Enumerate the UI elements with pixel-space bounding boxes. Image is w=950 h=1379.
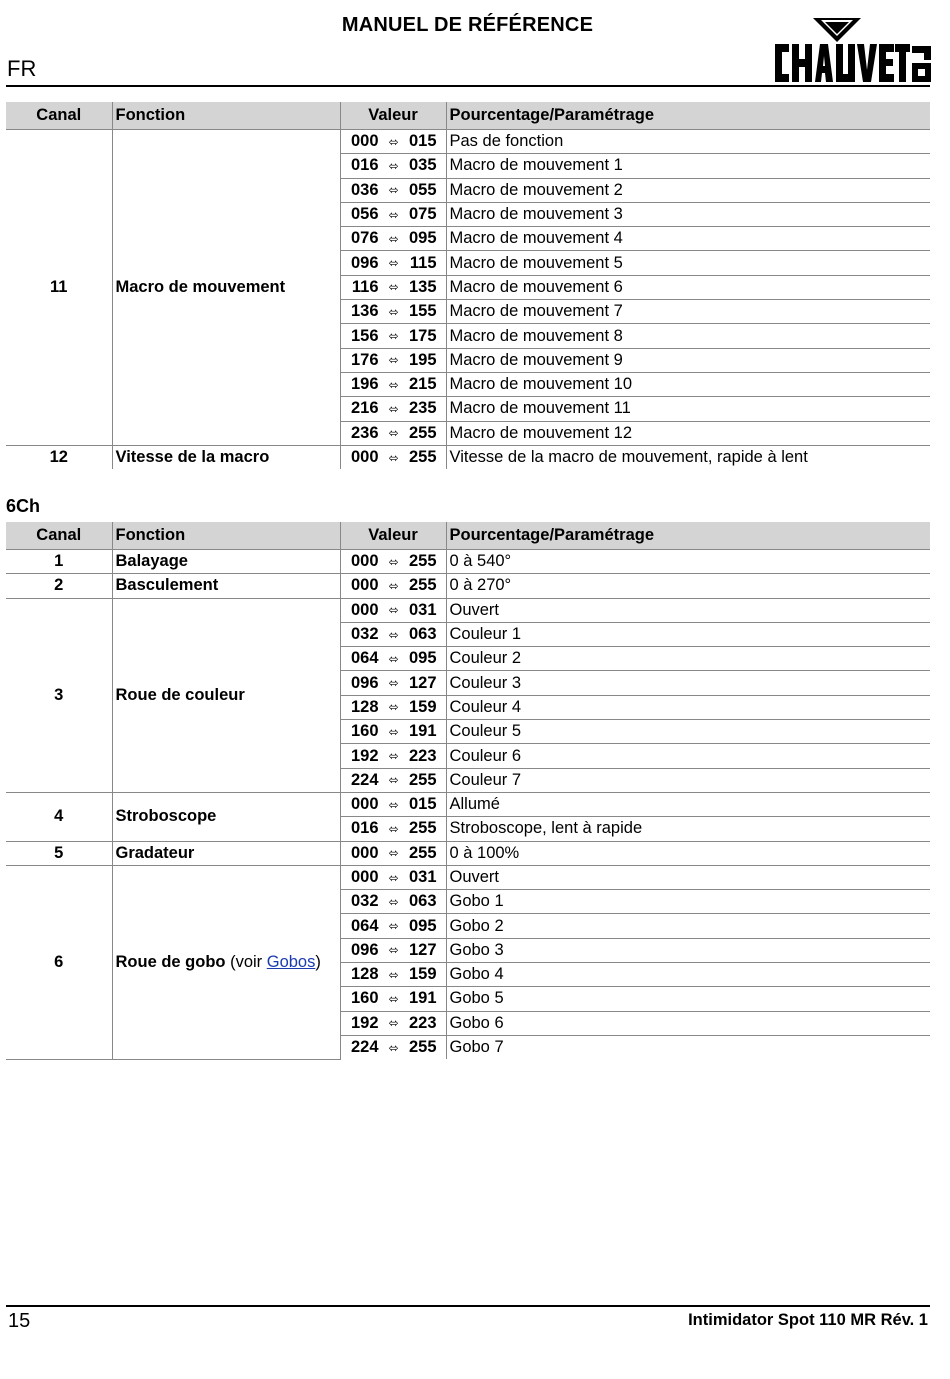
value-range — [341, 674, 446, 693]
value-from: 000 — [350, 132, 379, 151]
cell-pourcentage: Gobo 6 — [446, 1011, 930, 1035]
range-arrow-icon: ⬄ — [388, 894, 399, 909]
cell-fonction — [112, 574, 340, 598]
value-range — [341, 771, 446, 790]
value-range — [341, 747, 446, 766]
value-from: 000 — [350, 795, 379, 814]
value-to: 191 — [408, 722, 437, 741]
value-range — [341, 278, 446, 297]
cell-valeur — [340, 647, 446, 671]
value-to: 255 — [408, 819, 437, 838]
cell-valeur — [340, 154, 446, 178]
value-from: 224 — [350, 770, 379, 789]
cell-valeur — [340, 1035, 446, 1059]
cell-pourcentage: Macro de mouvement 11 — [446, 397, 930, 421]
cell-pourcentage: Vitesse de la macro de mouvement, rapide à lent — [449, 448, 808, 466]
cell-canal: 2 — [6, 574, 112, 598]
cell-pourcentage: Macro de mouvement 7 — [446, 300, 930, 324]
value-range — [341, 868, 446, 887]
value-from: 064 — [350, 649, 379, 668]
col-header-pourcentage: Pourcentage/Paramétrage — [446, 522, 930, 550]
range-arrow-icon: ⬄ — [388, 676, 399, 691]
value-to: 175 — [408, 326, 437, 345]
value-to: 127 — [408, 673, 437, 692]
cell-valeur — [340, 550, 446, 574]
cell-pourcentage: Macro de mouvement 8 — [446, 324, 930, 348]
cell-canal: 4 — [6, 792, 112, 841]
table-row — [6, 130, 930, 154]
cell-pourcentage: Couleur 3 — [446, 671, 930, 695]
cell-pourcentage: Pas de fonction — [446, 130, 930, 154]
value-from: 096 — [350, 253, 379, 272]
range-arrow-icon: ⬄ — [388, 870, 399, 885]
range-arrow-icon: ⬄ — [388, 943, 399, 958]
value-range — [341, 327, 446, 346]
section-title-6ch: 6Ch — [6, 496, 41, 516]
cell-valeur — [340, 963, 446, 987]
value-to: 135 — [408, 277, 437, 296]
value-range — [341, 351, 446, 370]
range-arrow-icon: ⬄ — [388, 353, 399, 368]
cell-pourcentage: Gobo 2 — [446, 914, 930, 938]
value-range — [341, 649, 446, 668]
cell-valeur — [340, 1011, 446, 1035]
value-to: 223 — [408, 746, 437, 765]
cell-pourcentage: Couleur 1 — [446, 622, 930, 646]
cell-valeur — [340, 695, 446, 719]
cell-pourcentage: 0 à 540° — [446, 550, 930, 574]
cell-valeur — [340, 300, 446, 324]
cell-pourcentage: Couleur 2 — [446, 647, 930, 671]
range-arrow-icon: ⬄ — [388, 256, 399, 271]
cell-valeur — [340, 792, 446, 816]
value-from: 016 — [350, 156, 379, 175]
value-range — [341, 576, 446, 595]
value-range — [341, 892, 446, 911]
value-to: 095 — [408, 916, 437, 935]
value-to: 191 — [408, 989, 437, 1008]
value-to: 195 — [408, 350, 437, 369]
table-header-row — [6, 102, 930, 130]
value-range — [341, 601, 446, 620]
value-from: 176 — [350, 350, 379, 369]
cell-pourcentage: Gobo 1 — [446, 890, 930, 914]
range-arrow-icon: ⬄ — [388, 554, 399, 569]
cell-canal: 1 — [6, 550, 112, 574]
cell-valeur — [340, 574, 446, 598]
cell-valeur — [340, 914, 446, 938]
header-rule — [6, 85, 930, 87]
value-range — [341, 965, 446, 984]
value-to: 159 — [408, 697, 437, 716]
range-arrow-icon: ⬄ — [388, 651, 399, 666]
cell-canal: 5 — [6, 841, 112, 865]
cell-valeur — [340, 938, 446, 962]
col-header-valeur: Valeur — [340, 102, 446, 130]
cell-pourcentage: Gobo 4 — [446, 963, 930, 987]
range-arrow-icon: ⬄ — [388, 329, 399, 344]
value-to: 255 — [408, 576, 437, 595]
value-to: 015 — [408, 132, 437, 151]
value-range — [341, 205, 446, 224]
cell-valeur — [340, 275, 446, 299]
value-to: 159 — [408, 965, 437, 984]
value-to: 063 — [408, 625, 437, 644]
value-from: 236 — [350, 423, 379, 442]
value-range — [341, 844, 446, 863]
fonction-note-suffix: ) — [315, 952, 321, 971]
value-from: 036 — [350, 180, 379, 199]
cell-valeur — [340, 671, 446, 695]
cell-pourcentage: Macro de mouvement 6 — [446, 275, 930, 299]
value-to: 127 — [408, 940, 437, 959]
cell-pourcentage: 0 à 270° — [446, 574, 930, 598]
value-range — [341, 722, 446, 741]
value-to: 095 — [408, 649, 437, 668]
fonction-label: Roue de couleur — [115, 685, 245, 704]
cell-pourcentage: Couleur 5 — [446, 720, 930, 744]
cell-pourcentage: Couleur 6 — [446, 744, 930, 768]
table-row — [6, 574, 930, 598]
fonction-note-prefix: (voir — [225, 952, 267, 971]
cell-pourcentage: Macro de mouvement 5 — [446, 251, 930, 275]
page-number: 15 — [8, 1310, 31, 1332]
range-arrow-icon: ⬄ — [388, 426, 399, 441]
col-header-pourcentage: Pourcentage/Paramétrage — [446, 102, 930, 130]
value-range — [341, 989, 446, 1008]
cell-valeur — [340, 890, 446, 914]
value-range — [341, 1014, 446, 1033]
cell-valeur — [340, 865, 446, 889]
range-arrow-icon: ⬄ — [388, 821, 399, 836]
col-header-fonction: Fonction — [112, 522, 340, 550]
cell-fonction — [112, 445, 340, 469]
cell-valeur — [340, 372, 446, 396]
value-to: 255 — [408, 843, 437, 862]
cell-valeur — [340, 744, 446, 768]
value-from: 160 — [350, 989, 379, 1008]
cell-pourcentage: Macro de mouvement 2 — [446, 178, 930, 202]
range-arrow-icon: ⬄ — [388, 773, 399, 788]
cell-fonction — [112, 550, 340, 574]
cell-valeur — [340, 421, 446, 445]
range-arrow-icon: ⬄ — [388, 304, 399, 319]
cell-pourcentage: Ouvert — [446, 865, 930, 889]
cell-canal: 12 — [6, 445, 112, 469]
value-from: 000 — [350, 552, 379, 571]
cell-pourcentage: Allumé — [446, 792, 930, 816]
range-arrow-icon: ⬄ — [388, 183, 399, 198]
fonction-label: Vitesse de la macro — [115, 448, 270, 466]
cell-canal: 6 — [6, 865, 112, 1059]
cell-valeur — [340, 397, 446, 421]
value-from: 000 — [350, 600, 379, 619]
value-from: 000 — [350, 868, 379, 886]
cell-valeur — [340, 178, 446, 202]
fonction-label: Balayage — [115, 552, 188, 571]
range-arrow-icon: ⬄ — [388, 377, 399, 392]
cell-fonction — [112, 841, 340, 865]
value-range — [341, 1038, 446, 1057]
value-to: 235 — [408, 399, 437, 418]
value-from: 096 — [350, 673, 379, 692]
range-arrow-icon: ⬄ — [388, 846, 399, 861]
value-to: 063 — [408, 892, 437, 911]
value-to: 031 — [408, 600, 437, 619]
footer-rule — [6, 1305, 930, 1307]
range-arrow-icon: ⬄ — [388, 627, 399, 642]
value-from: 128 — [350, 697, 379, 716]
range-arrow-icon: ⬄ — [388, 700, 399, 715]
value-range — [341, 795, 446, 814]
value-range — [341, 941, 446, 960]
table-row — [6, 550, 930, 574]
value-from: 216 — [350, 399, 379, 418]
value-to: 115 — [409, 253, 437, 272]
table-header-row — [6, 522, 930, 550]
cell-pourcentage: Macro de mouvement 3 — [446, 202, 930, 226]
value-from: 000 — [350, 448, 379, 466]
cell-pourcentage: Stroboscope, lent à rapide — [446, 817, 930, 841]
fonction-label: Gradateur — [115, 843, 195, 862]
range-arrow-icon: ⬄ — [388, 1040, 399, 1055]
cell-valeur — [340, 324, 446, 348]
value-to: 255 — [408, 448, 437, 466]
value-range — [341, 156, 446, 175]
cell-valeur — [340, 348, 446, 372]
value-range — [341, 917, 446, 936]
fonction-label: Basculement — [115, 576, 219, 595]
cell-valeur — [340, 841, 446, 865]
value-from: 136 — [350, 302, 379, 321]
cell-pourcentage: Ouvert — [446, 598, 930, 622]
cell-fonction — [112, 598, 340, 792]
range-arrow-icon: ⬄ — [388, 967, 399, 982]
value-range — [341, 552, 446, 571]
range-arrow-icon: ⬄ — [388, 450, 399, 465]
document-name: Intimidator Spot 110 MR Rév. 1 — [688, 1311, 928, 1329]
value-from: 056 — [350, 205, 379, 224]
value-from: 076 — [350, 229, 379, 248]
range-arrow-icon: ⬄ — [388, 578, 399, 593]
cell-pourcentage: Couleur 4 — [446, 695, 930, 719]
cell-pourcentage: Macro de mouvement 12 — [446, 421, 930, 445]
value-from: 192 — [350, 746, 379, 765]
cell-pourcentage: Gobo 5 — [446, 987, 930, 1011]
cell-valeur — [340, 202, 446, 226]
range-arrow-icon: ⬄ — [388, 991, 399, 1006]
cell-pourcentage: 0 à 100% — [446, 841, 930, 865]
col-header-fonction: Fonction — [112, 102, 340, 130]
value-to: 055 — [408, 180, 437, 199]
value-from: 096 — [350, 940, 379, 959]
range-arrow-icon: ⬄ — [388, 280, 399, 295]
range-arrow-icon: ⬄ — [388, 401, 399, 416]
cell-pourcentage: Macro de mouvement 10 — [446, 372, 930, 396]
table-row — [6, 445, 930, 469]
cell-valeur — [340, 251, 446, 275]
col-header-canal: Canal — [6, 102, 112, 130]
fonction-label: Macro de mouvement — [115, 277, 286, 296]
value-from: 128 — [350, 965, 379, 984]
cell-valeur — [340, 445, 446, 469]
value-to: 223 — [408, 1013, 437, 1032]
cell-valeur — [340, 598, 446, 622]
range-arrow-icon: ⬄ — [388, 724, 399, 739]
value-from: 160 — [350, 722, 379, 741]
range-arrow-icon: ⬄ — [388, 603, 399, 618]
table-row — [6, 598, 930, 622]
col-header-canal: Canal — [6, 522, 112, 550]
value-from: 156 — [350, 326, 379, 345]
dmx-table-6ch — [6, 522, 930, 1060]
cell-canal: 11 — [6, 130, 112, 446]
cell-pourcentage: Couleur 7 — [446, 768, 930, 792]
language-label: FR — [7, 56, 37, 81]
value-to: 031 — [408, 868, 437, 886]
value-to: 255 — [408, 552, 437, 571]
value-range — [341, 132, 446, 151]
cell-pourcentage: Gobo 3 — [446, 938, 930, 962]
cell-valeur — [340, 987, 446, 1011]
range-arrow-icon: ⬄ — [388, 919, 399, 934]
cell-fonction — [112, 865, 340, 1059]
table-row — [6, 841, 930, 865]
range-arrow-icon: ⬄ — [388, 231, 399, 246]
range-arrow-icon: ⬄ — [388, 207, 399, 222]
value-from: 000 — [350, 843, 379, 862]
cell-valeur — [340, 817, 446, 841]
range-arrow-icon: ⬄ — [388, 797, 399, 812]
value-range — [341, 424, 446, 443]
value-to: 035 — [408, 156, 437, 175]
value-range — [341, 448, 446, 467]
cell-fonction — [112, 792, 340, 841]
value-from: 032 — [350, 892, 379, 911]
range-arrow-icon: ⬄ — [388, 158, 399, 173]
fonction-label: Stroboscope — [115, 807, 217, 826]
value-from: 000 — [350, 576, 379, 595]
table-row — [6, 865, 930, 889]
cell-canal: 3 — [6, 598, 112, 792]
cell-valeur — [340, 768, 446, 792]
value-to: 215 — [408, 375, 437, 394]
cell-valeur — [340, 227, 446, 251]
value-from: 016 — [350, 819, 379, 838]
value-range — [341, 375, 446, 394]
cell-pourcentage: Macro de mouvement 1 — [446, 154, 930, 178]
value-from: 192 — [350, 1013, 379, 1032]
page-title: MANUEL DE RÉFÉRENCE — [341, 14, 594, 36]
value-to: 255 — [408, 1038, 437, 1057]
value-to: 255 — [408, 770, 437, 789]
value-range — [341, 625, 446, 644]
cell-pourcentage: Gobo 7 — [449, 1038, 504, 1057]
value-from: 064 — [350, 916, 379, 935]
value-to: 155 — [408, 302, 437, 321]
cell-valeur — [340, 720, 446, 744]
value-range — [341, 254, 446, 273]
value-from: 196 — [350, 375, 379, 394]
value-from: 224 — [350, 1038, 379, 1057]
range-arrow-icon: ⬄ — [388, 134, 399, 149]
value-range — [341, 399, 446, 418]
fonction-label: Roue de gobo — [115, 952, 226, 971]
value-to: 255 — [408, 423, 437, 442]
col-header-valeur: Valeur — [340, 522, 446, 550]
value-to: 015 — [408, 795, 437, 814]
value-range — [341, 302, 446, 321]
value-from: 032 — [350, 625, 379, 644]
cell-pourcentage: Macro de mouvement 4 — [446, 227, 930, 251]
value-range — [341, 698, 446, 717]
value-to: 075 — [408, 205, 437, 224]
value-range — [341, 181, 446, 200]
value-range — [341, 229, 446, 248]
gobos-link[interactable]: Gobos — [266, 952, 316, 971]
value-to: 095 — [408, 229, 437, 248]
cell-valeur — [340, 130, 446, 154]
value-range — [341, 819, 446, 838]
range-arrow-icon: ⬄ — [388, 1016, 399, 1031]
value-from: 116 — [351, 277, 379, 296]
dmx-table-macro — [6, 102, 930, 469]
range-arrow-icon: ⬄ — [388, 749, 399, 764]
table-row — [6, 792, 930, 816]
cell-fonction — [112, 130, 340, 446]
chauvet-dj-logo — [773, 16, 933, 86]
cell-pourcentage: Macro de mouvement 9 — [446, 348, 930, 372]
cell-valeur — [340, 622, 446, 646]
